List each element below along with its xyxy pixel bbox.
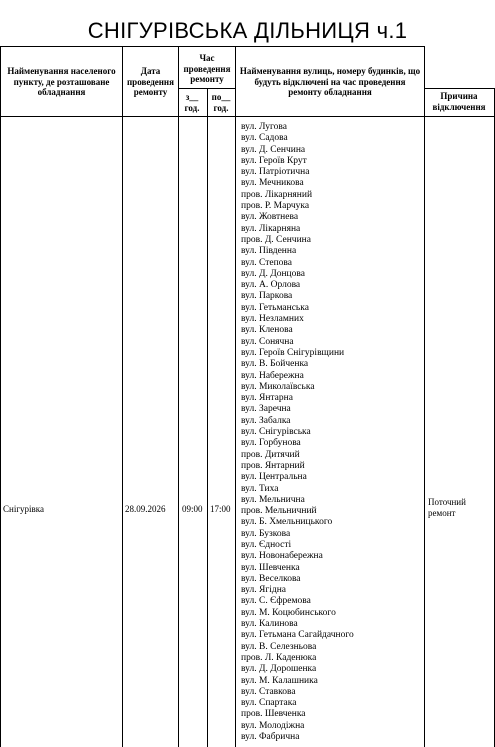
header-streets: Найменування вулиць, номеру будинків, що будуть відключені на час проведення ремонту обладнання [239, 66, 421, 97]
table-border [122, 46, 123, 747]
table-border [178, 88, 235, 89]
header-date: Дата проведення ремонту [127, 66, 174, 97]
list-item: вул. Мечникова [241, 178, 304, 189]
list-item: вул. Лікарняна [241, 223, 301, 234]
list-item: пров. Шевченка [241, 709, 306, 720]
list-item: вул. Заречна [241, 404, 291, 415]
list-item: вул. Шевченка [241, 562, 300, 573]
list-item: вул. Тиха [241, 483, 279, 494]
list-item: вул. Центральна [241, 472, 307, 483]
settlement-cell: Снігурівка [3, 504, 44, 514]
list-item: вул. Степова [241, 257, 292, 268]
list-item: вул. А. Орлова [241, 280, 301, 291]
list-item: вул. Забалка [241, 415, 291, 426]
list-item: пров. Дитячий [241, 449, 300, 460]
table-border [178, 46, 179, 747]
list-item: вул. Д. Донцова [241, 268, 305, 279]
page-title: СНІГУРІВСЬКА ДІЛЬНИЦЯ ч.1 [87, 18, 408, 43]
list-item: вул. Веселкова [241, 573, 301, 584]
date-cell: 28.09.2026 [125, 504, 166, 514]
list-item: пров. Янтарний [241, 460, 305, 471]
list-item: вул. Д. Сенчина [241, 144, 306, 155]
list-item: вул. Бузкова [241, 528, 291, 539]
list-item: вул. Горбунова [241, 438, 301, 449]
list-item: вул. Фабрична [241, 732, 300, 743]
list-item: вул. Ягідна [241, 585, 286, 596]
list-item: вул. Героїв Крут [241, 155, 307, 166]
header-reason: Причина відключення [432, 91, 486, 112]
list-item: вул. Янтарна [241, 393, 293, 404]
table-border [424, 88, 495, 89]
list-item: вул. Гетьманська [241, 302, 309, 313]
list-item: вул. В. Бойченка [241, 359, 309, 370]
list-item: вул. Паркова [241, 291, 293, 302]
table-border [424, 46, 425, 747]
list-item: вул. Набережна [241, 370, 304, 381]
table-border [235, 46, 236, 747]
header-time-to: по__ год. [211, 92, 231, 113]
list-item: вул. С. Єфремова [241, 596, 311, 607]
list-item: пров. Р. Марчука [241, 201, 310, 212]
list-item: вул. Патріотична [241, 167, 310, 178]
list-item: вул. Жовтнева [241, 212, 299, 223]
list-item: вул. Ставкова [241, 686, 296, 697]
time-from-cell: 09:00 [182, 504, 203, 514]
list-item: вул. Б. Хмельницького [241, 517, 333, 528]
time-to-cell: 17:00 [210, 504, 231, 514]
list-item: вул. Незламних [241, 314, 304, 325]
list-item: пров. Мельничний [241, 506, 317, 517]
list-item: вул. Героїв Снігурівщини [241, 347, 345, 358]
list-item: вул. Лугова [241, 122, 287, 132]
table-border [0, 46, 1, 747]
list-item: пров. Л. Каденюка [241, 652, 317, 663]
header-time-from: з__ год. [184, 92, 200, 113]
reason-cell: Поточний ремонт [428, 497, 466, 518]
list-item: вул. Садова [241, 133, 288, 144]
list-item: вул. Єдності [241, 539, 292, 550]
list-item: вул. Молодіжна [241, 720, 305, 731]
table-border [0, 116, 495, 117]
list-item: вул. Миколаївська [241, 381, 315, 392]
table-border [0, 46, 424, 47]
list-item: пров. Лікарняний [241, 189, 313, 200]
list-item: вул. Мельнична [241, 494, 305, 505]
list-item: вул. М. Коцюбинського [241, 607, 336, 618]
table-border [207, 88, 208, 747]
list-item: вул. Новонабережна [241, 551, 323, 562]
header-settlement: Найменування населеного пункту, де розташоване обладнання [7, 66, 116, 97]
list-item: вул. Гетьмана Сагайдачного [241, 630, 354, 641]
list-item: вул. Снігурівська [241, 427, 311, 438]
header-time: Час проведення ремонту [183, 53, 231, 84]
street-list [241, 122, 421, 743]
list-item: вул. Кленова [241, 325, 293, 336]
list-item: вул. Д. Дорошенка [241, 664, 317, 675]
list-item: вул. Сонячна [241, 336, 294, 347]
list-item: вул. Спартака [241, 698, 297, 709]
list-item: пров. Д. Сенчина [241, 234, 311, 245]
list-item: вул. М. Калашника [241, 675, 318, 686]
list-item: вул. Калинова [241, 619, 298, 630]
list-item: вул. Південна [241, 246, 297, 257]
list-item: вул. В. Селезньова [241, 641, 317, 652]
